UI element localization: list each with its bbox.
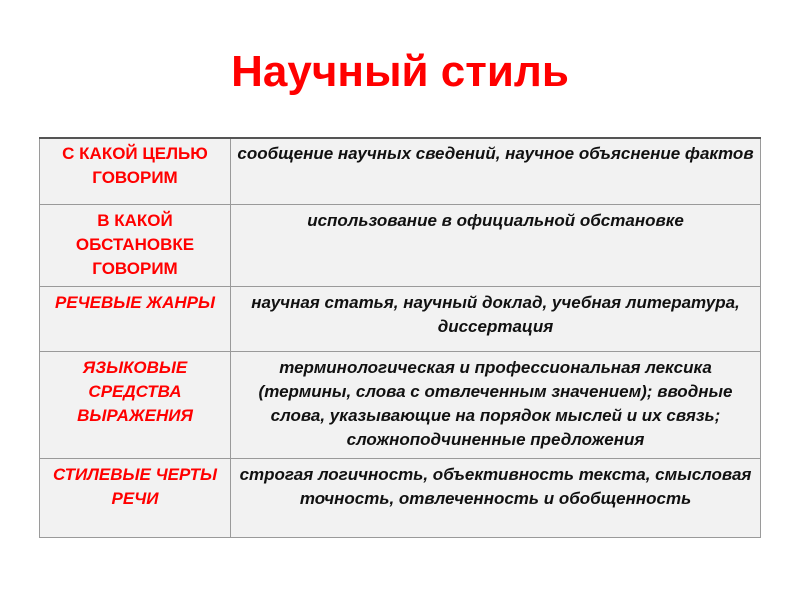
row-label-genres: РЕЧЕВЫЕ ЖАНРЫ (40, 287, 231, 352)
table-row (40, 287, 761, 352)
page-title: Научный стиль (231, 47, 569, 96)
table-row (40, 205, 761, 287)
row-value-language-means: терминологическая и профессиональная лексика (термины, слова с отвлеченным значением); вводные слова, указывающие на порядок мыслей и их связь; сложноподчиненные предложения (231, 352, 761, 459)
row-value-genres: научная статья, научный доклад, учебная литература, диссертация (231, 287, 761, 352)
table-row (40, 352, 761, 459)
row-value-setting: использование в официальной обстановке (231, 205, 761, 287)
row-label-purpose: С КАКОЙ ЦЕЛЬЮ ГОВОРИМ (40, 138, 231, 205)
row-value-style-features: строгая логичность, объективность текста, смысловая точность, отвлеченность и обобщенность (231, 459, 761, 538)
row-value-purpose: сообщение научных сведений, научное объяснение фактов (231, 138, 761, 205)
table-row (40, 459, 761, 538)
table-row (40, 138, 761, 205)
row-label-language-means: ЯЗЫКОВЫЕ СРЕДСТВА ВЫРАЖЕНИЯ (40, 352, 231, 459)
style-table (39, 137, 761, 538)
row-label-setting: В КАКОЙ ОБСТАНОВКЕ ГОВОРИМ (40, 205, 231, 287)
table-top-rule (39, 137, 761, 139)
row-label-style-features: СТИЛЕВЫЕ ЧЕРТЫ РЕЧИ (40, 459, 231, 538)
